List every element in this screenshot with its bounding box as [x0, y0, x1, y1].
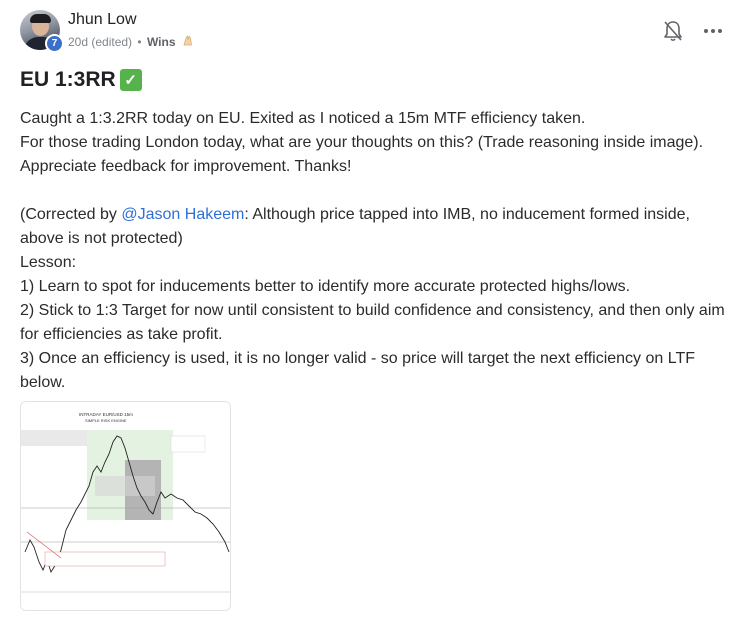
post-title [20, 68, 142, 92]
post-category[interactable]: Wins [146, 35, 176, 49]
body-line: 2) Stick to 1:3 Target for now until consistent to build confidence and consistency, and then only aim [20, 302, 725, 319]
body-line: Appreciate feedback for improvement. Thanks! [20, 158, 352, 175]
author-name[interactable]: Jhun Low [68, 11, 137, 28]
correction-prefix: (Corrected by [20, 206, 122, 223]
paragraph-gap [20, 179, 732, 203]
meta-separator: • [137, 35, 142, 49]
body-line: below. [20, 374, 66, 391]
body-line: For those trading London today, what are your thoughts on this? (Trade reasoning inside image). [20, 134, 704, 151]
body-line: Caught a 1:3.2RR today on EU. Exited as I noticed a 15m MTF efficiency taken. [20, 110, 586, 127]
mention-link[interactable]: @Jason Hakeem [121, 206, 245, 223]
avatar-hair [30, 14, 51, 23]
body-line: for efficiencies as take profit. [20, 326, 223, 343]
level-badge: 7 [45, 34, 64, 53]
chart-image-attachment[interactable] [20, 401, 231, 611]
body-line: Lesson: [20, 254, 77, 271]
chart-subtitle: SIMPLE RISK ENGINE [85, 418, 127, 423]
chart-title: INTRADAY EUR/USD 15m [79, 412, 133, 417]
correction-text: : Although price tapped into IMB, no inducement formed inside, [244, 206, 690, 223]
body-line: 1) Learn to spot for inducements better to identify more accurate protected highs/lows. [20, 278, 631, 295]
post-body [20, 107, 732, 395]
bell-muted-icon[interactable] [662, 19, 684, 43]
body-line: above is not protected) [20, 230, 183, 247]
post-header [20, 10, 732, 54]
more-options-icon[interactable] [702, 21, 724, 41]
check-mark-icon: ✓ [120, 69, 142, 91]
hands-icon [182, 35, 193, 49]
post-time: 20d (edited) [68, 35, 133, 49]
body-line: 3) Once an efficiency is used, it is no longer valid - so price will target the next efficiency on LTF [20, 350, 695, 367]
chart-thumbnail [21, 402, 231, 611]
correction-line [20, 203, 732, 227]
post-title-text: EU 1:3RR [20, 68, 116, 91]
post-meta [68, 35, 193, 49]
